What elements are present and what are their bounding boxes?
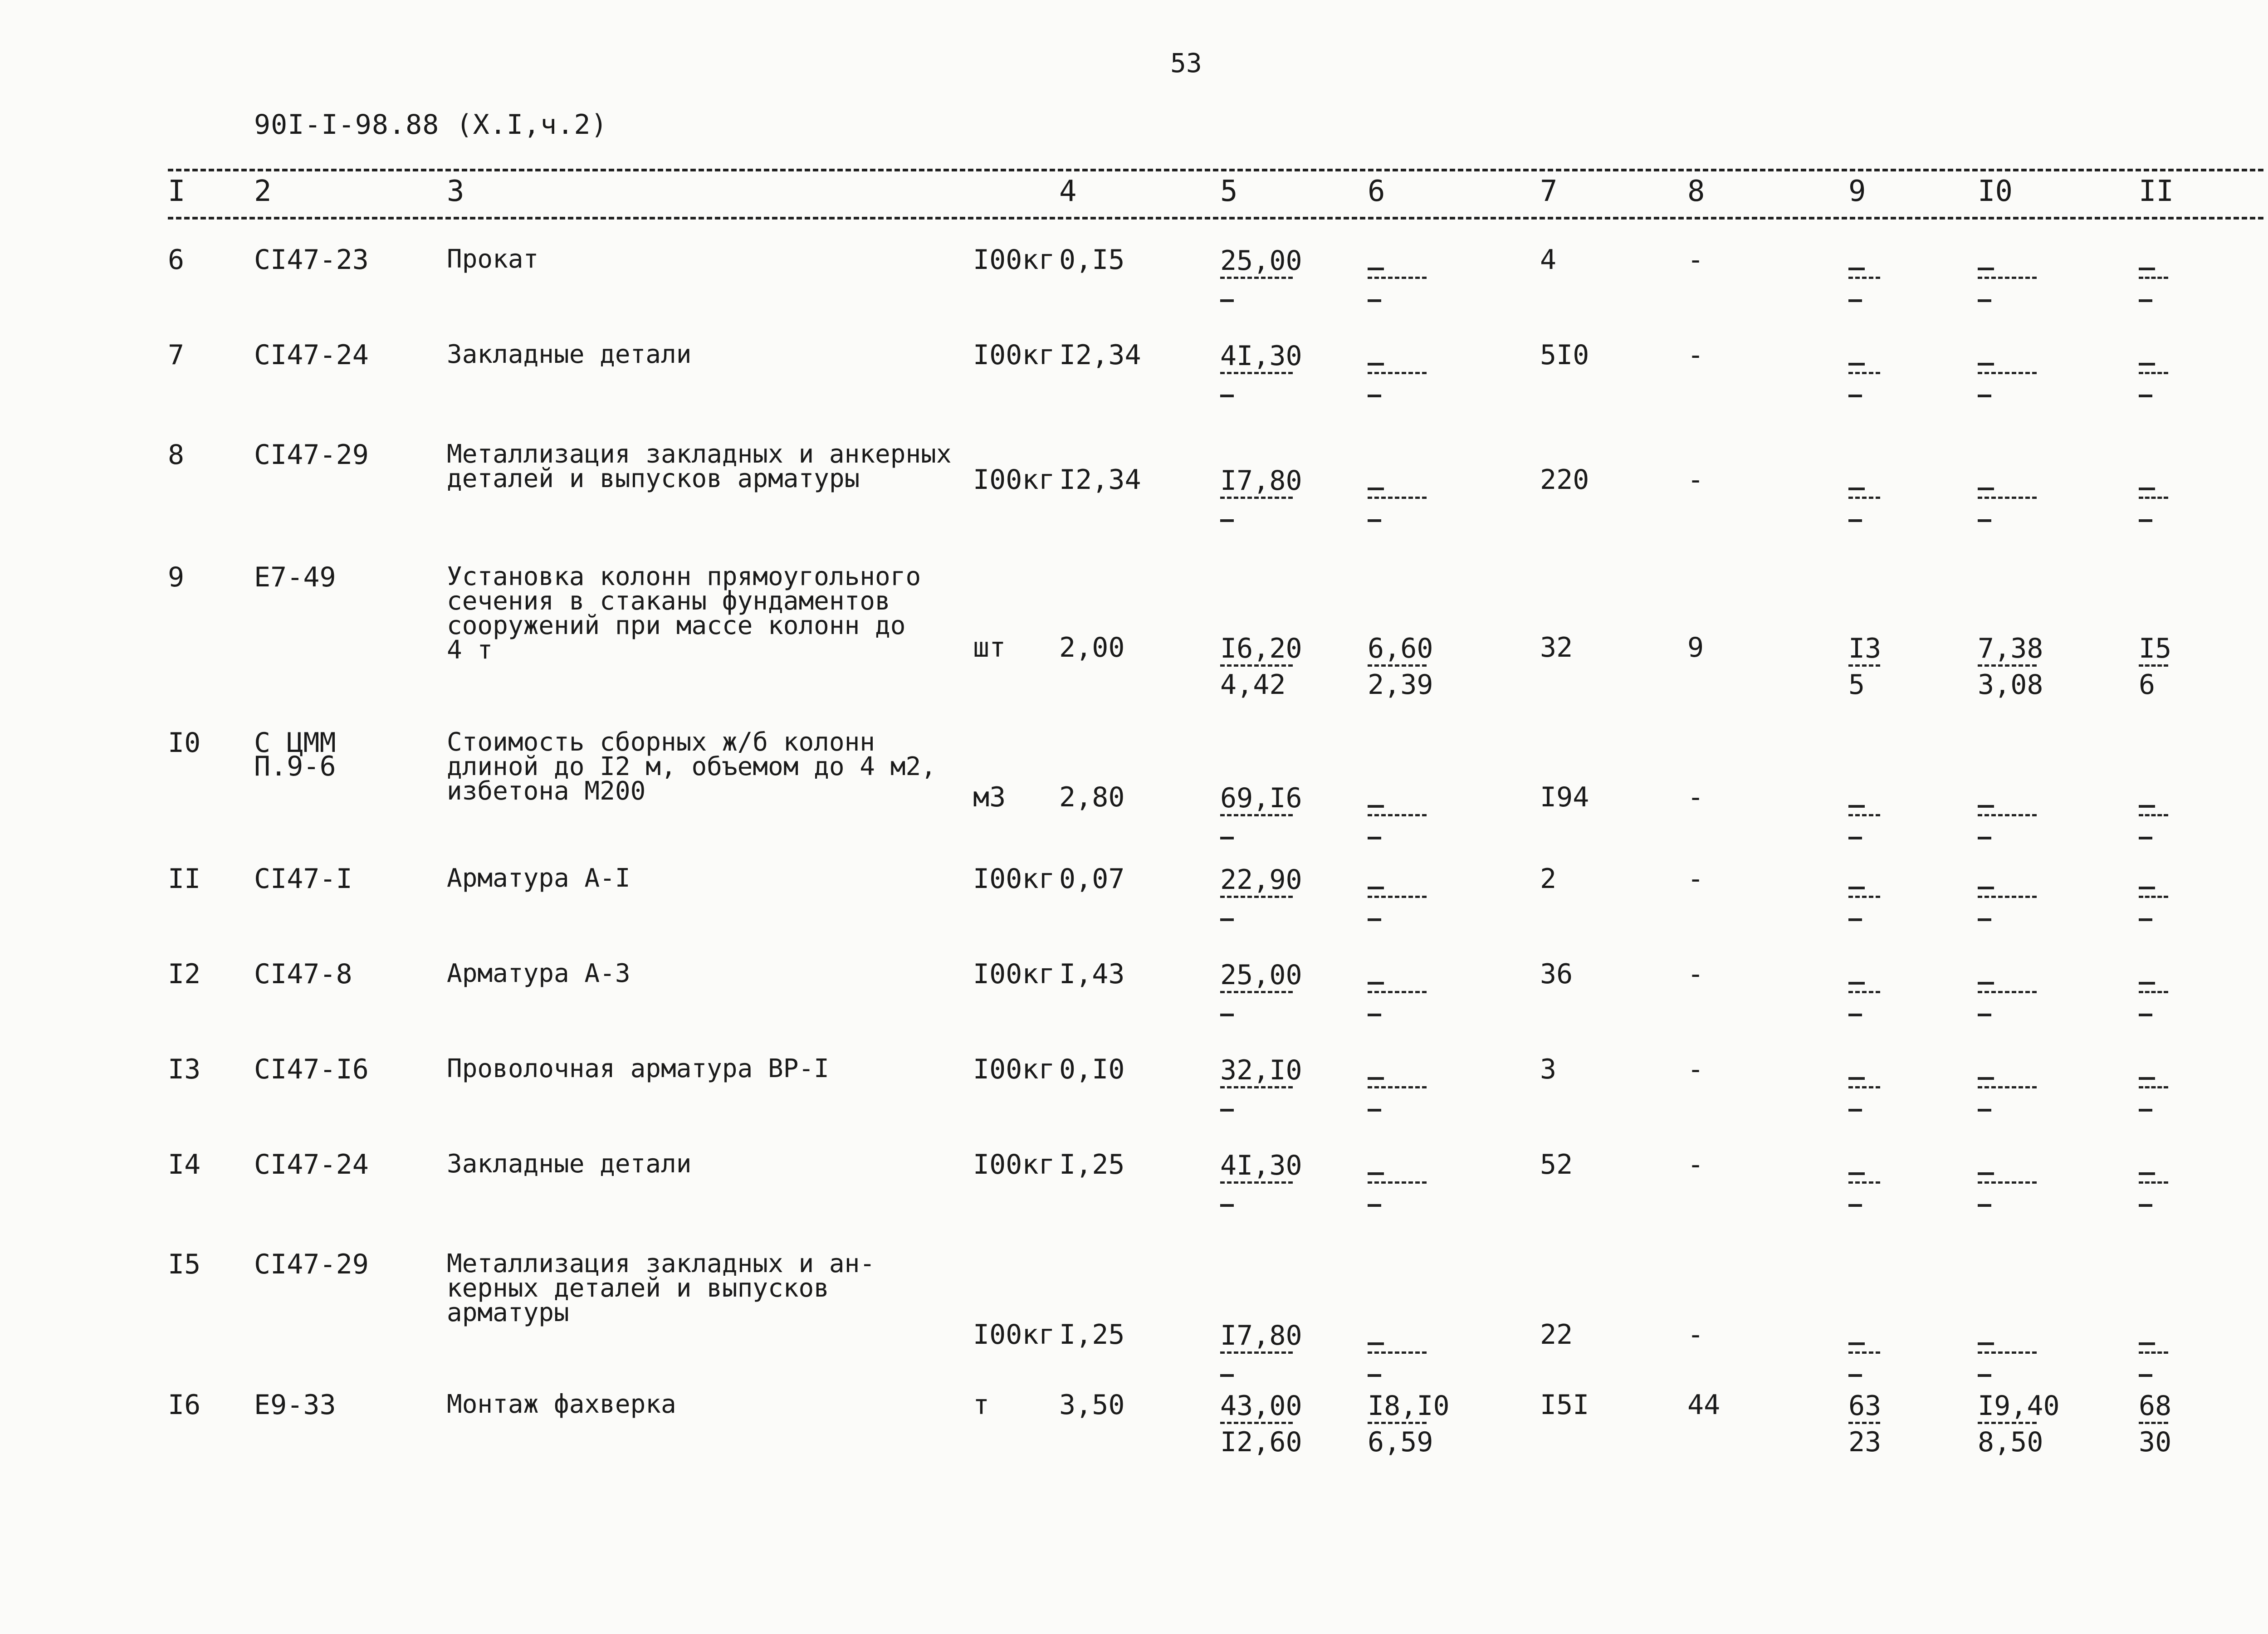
column-header: 6 [1368, 175, 1385, 208]
empty-mark [1978, 982, 1994, 985]
empty-mark [2139, 363, 2155, 366]
fraction-bar [1368, 814, 1427, 816]
work-description: Проволочная арматура ВР-I [447, 1054, 829, 1083]
fraction-bar [1368, 991, 1427, 993]
cell-value-top: I8,I0 [1368, 1390, 1450, 1422]
fraction-bar [1978, 372, 2037, 374]
empty-mark [1848, 519, 1862, 522]
quantity: I,25 [1059, 1149, 1125, 1180]
table-top-rule [168, 169, 2263, 171]
fraction-bar [1220, 896, 1293, 898]
fraction-bar [1848, 664, 1880, 667]
cell-value-top: I9,40 [1978, 1390, 2060, 1422]
fraction-bar [1848, 372, 1880, 374]
fraction-bar [1368, 664, 1427, 667]
empty-mark [2139, 1172, 2155, 1175]
unit: I00кг [973, 339, 1055, 371]
unit: шт [973, 632, 1006, 663]
fraction-bar [1848, 1181, 1880, 1184]
column-header: II [2139, 175, 2174, 208]
cell-value-top: 43,00 [1220, 1390, 1302, 1422]
empty-mark [1848, 837, 1862, 839]
fraction-bar [1220, 664, 1293, 667]
cell-value-bottom: 5 [1848, 669, 1865, 701]
row-number: I0 [168, 727, 201, 759]
empty-mark [1220, 1374, 1234, 1377]
empty-mark [1978, 268, 1994, 270]
empty-mark [2139, 918, 2152, 921]
empty-mark [1848, 982, 1865, 985]
cell-value-top: 4I,30 [1220, 340, 1302, 372]
cell-value-bottom: 6,59 [1368, 1426, 1433, 1458]
work-description: Закладные детали [447, 340, 692, 369]
row-number: I5 [168, 1249, 201, 1280]
document-code: 90I-I-98.88 (X.I,ч.2) [254, 109, 608, 141]
unit: I00кг [973, 1319, 1055, 1351]
cell-value-bottom: 6 [2139, 669, 2156, 701]
col7-value: I94 [1540, 781, 1589, 813]
empty-mark [1368, 1109, 1381, 1112]
column-header: 4 [1059, 175, 1077, 208]
col7-value: 36 [1540, 958, 1573, 990]
work-description: Металлизация закладных и анкерных [447, 439, 952, 469]
row-number: I4 [168, 1149, 201, 1180]
fraction-bar [2139, 372, 2168, 374]
empty-mark [2139, 1342, 2155, 1345]
empty-mark [1368, 268, 1384, 270]
empty-mark [1978, 395, 1991, 397]
fraction-bar [1220, 1422, 1293, 1424]
empty-mark [1848, 363, 1865, 366]
empty-mark [2139, 519, 2152, 522]
work-description: Металлизация закладных и ан- [447, 1249, 875, 1278]
cell-value-top: 22,90 [1220, 864, 1302, 896]
col7-value: 220 [1540, 464, 1589, 496]
empty-mark [1368, 519, 1381, 522]
empty-mark [1848, 395, 1862, 397]
row-number: I6 [168, 1389, 201, 1421]
col8-value: - [1687, 1319, 1704, 1351]
quantity: 3,50 [1059, 1389, 1125, 1421]
row-number: 6 [168, 244, 185, 276]
fraction-bar [1848, 814, 1880, 816]
empty-mark [1848, 1204, 1862, 1207]
empty-mark [1978, 1014, 1991, 1016]
empty-mark [1220, 1109, 1234, 1112]
fraction-bar [1978, 1351, 2037, 1354]
col8-value: - [1687, 1054, 1704, 1085]
fraction-bar [1848, 1422, 1880, 1424]
empty-mark [2139, 805, 2155, 808]
col7-value: 4 [1540, 244, 1557, 276]
cell-value-top: 69,I6 [1220, 782, 1302, 814]
col7-value: 2 [1540, 863, 1557, 895]
fraction-bar [1848, 1351, 1880, 1354]
column-header: 9 [1848, 175, 1866, 208]
empty-mark [1848, 1374, 1862, 1377]
fraction-bar [1978, 664, 2037, 667]
empty-mark [1978, 1342, 1994, 1345]
fraction-bar [2139, 1181, 2168, 1184]
empty-mark [1848, 299, 1862, 302]
fraction-bar [1848, 896, 1880, 898]
col8-value: - [1687, 958, 1704, 990]
fraction-bar [1220, 814, 1293, 816]
empty-mark [1368, 1077, 1384, 1080]
cell-value-top: 25,00 [1220, 959, 1302, 991]
rate-code: С ЦММ [254, 727, 336, 759]
work-description: арматуры [447, 1298, 569, 1327]
cell-value-top: I7,80 [1220, 1320, 1302, 1351]
empty-mark [1978, 1077, 1994, 1080]
fraction-bar [1368, 1422, 1427, 1424]
empty-mark [1220, 299, 1234, 302]
col8-value: 44 [1687, 1389, 1721, 1421]
cell-value-bottom: I2,60 [1220, 1426, 1302, 1458]
rate-code: CI47-8 [254, 958, 352, 990]
empty-mark [1368, 395, 1381, 397]
fraction-bar [1220, 1181, 1293, 1184]
empty-mark [1368, 1374, 1381, 1377]
fraction-bar [1978, 814, 2037, 816]
empty-mark [1978, 837, 1991, 839]
column-header: I0 [1978, 175, 2013, 208]
col8-value: - [1687, 781, 1704, 813]
col7-value: 5I0 [1540, 339, 1589, 371]
rate-code: E7-49 [254, 561, 336, 593]
empty-mark [1978, 299, 1991, 302]
column-header: 8 [1687, 175, 1705, 208]
empty-mark [1848, 1172, 1865, 1175]
col7-value: I5I [1540, 1389, 1589, 1421]
empty-mark [2139, 395, 2152, 397]
quantity: 2,80 [1059, 781, 1125, 813]
cell-value-top: 68 [2139, 1390, 2172, 1422]
empty-mark [1368, 1342, 1384, 1345]
quantity: I,43 [1059, 958, 1125, 990]
empty-mark [1978, 363, 1994, 366]
quantity: 0,I0 [1059, 1054, 1125, 1085]
empty-mark [2139, 488, 2155, 490]
empty-mark [1978, 1374, 1991, 1377]
cell-value-top: I6,20 [1220, 633, 1302, 664]
work-description: Стоимость сборных ж/б колонн [447, 727, 875, 757]
empty-mark [1368, 805, 1384, 808]
cell-value-top: 32,I0 [1220, 1054, 1302, 1086]
cell-value-bottom: 3,08 [1978, 669, 2043, 701]
empty-mark [1848, 918, 1862, 921]
unit: I00кг [973, 958, 1055, 990]
empty-mark [2139, 1014, 2152, 1016]
empty-mark [2139, 982, 2155, 985]
fraction-bar [1220, 277, 1293, 279]
row-number: 9 [168, 561, 185, 593]
col7-value: 3 [1540, 1054, 1557, 1085]
empty-mark [2139, 299, 2152, 302]
cell-value-bottom: 23 [1848, 1426, 1882, 1458]
work-description: керных деталей и выпусков [447, 1273, 829, 1303]
empty-mark [1368, 1204, 1381, 1207]
empty-mark [1220, 1014, 1234, 1016]
fraction-bar [1978, 1086, 2037, 1088]
rate-code: CI47-I6 [254, 1054, 369, 1085]
empty-mark [1978, 488, 1994, 490]
col8-value: - [1687, 339, 1704, 371]
rate-code: E9-33 [254, 1389, 336, 1421]
quantity: 0,07 [1059, 863, 1125, 895]
rate-code: П.9-6 [254, 751, 336, 782]
fraction-bar [1978, 497, 2037, 499]
work-description: Установка колонн прямоугольного [447, 562, 921, 591]
work-description: деталей и выпусков арматуры [447, 464, 860, 493]
work-description: Арматура А-3 [447, 959, 631, 988]
empty-mark [1978, 1109, 1991, 1112]
fraction-bar [1978, 991, 2037, 993]
empty-mark [1848, 1342, 1865, 1345]
fraction-bar [2139, 277, 2168, 279]
work-description: Прокат [447, 244, 539, 274]
empty-mark [2139, 1204, 2152, 1207]
work-description: 4 т [447, 635, 493, 665]
unit: т [973, 1389, 990, 1421]
quantity: 0,I5 [1059, 244, 1125, 276]
work-description: Арматура А-I [447, 863, 631, 893]
row-number: I2 [168, 958, 201, 990]
rate-code: CI47-I [254, 863, 352, 895]
col8-value: - [1687, 464, 1704, 496]
column-header: 2 [254, 175, 272, 208]
empty-mark [1978, 887, 1994, 889]
column-header: 3 [447, 175, 464, 208]
row-number: II [168, 863, 201, 895]
col7-value: 52 [1540, 1149, 1573, 1180]
empty-mark [2139, 837, 2152, 839]
work-description: сечения в стаканы фундаментов [447, 586, 890, 616]
fraction-bar [2139, 1086, 2168, 1088]
fraction-bar [1220, 372, 1293, 374]
fraction-bar [1368, 1086, 1427, 1088]
empty-mark [2139, 1374, 2152, 1377]
empty-mark [1220, 519, 1234, 522]
fraction-bar [1368, 372, 1427, 374]
fraction-bar [1220, 1086, 1293, 1088]
empty-mark [1220, 918, 1234, 921]
fraction-bar [1848, 497, 1880, 499]
empty-mark [1848, 1077, 1865, 1080]
cell-value-bottom: 8,50 [1978, 1426, 2043, 1458]
cell-value-bottom: 30 [2139, 1426, 2172, 1458]
row-number: I3 [168, 1054, 201, 1085]
empty-mark [1368, 1172, 1384, 1175]
fraction-bar [1368, 896, 1427, 898]
column-header: 7 [1540, 175, 1558, 208]
fraction-bar [1220, 991, 1293, 993]
cell-value-bottom: 4,42 [1220, 669, 1286, 701]
work-description: Закладные детали [447, 1149, 692, 1179]
work-description: избетона М200 [447, 776, 646, 806]
cell-value-top: I7,80 [1220, 465, 1302, 497]
row-number: 8 [168, 439, 185, 471]
empty-mark [1368, 1014, 1381, 1016]
empty-mark [1848, 488, 1865, 490]
empty-mark [1368, 363, 1384, 366]
fraction-bar [2139, 664, 2168, 667]
fraction-bar [1848, 991, 1880, 993]
cell-value-top: I5 [2139, 633, 2172, 664]
cell-value-top: 4I,30 [1220, 1150, 1302, 1181]
empty-mark [1220, 837, 1234, 839]
empty-mark [2139, 268, 2155, 270]
cell-value-top: 63 [1848, 1390, 1882, 1422]
empty-mark [2139, 887, 2155, 889]
empty-mark [1848, 1109, 1862, 1112]
empty-mark [1368, 488, 1384, 490]
cell-value-top: 25,00 [1220, 245, 1302, 277]
empty-mark [1368, 918, 1381, 921]
empty-mark [1978, 1172, 1994, 1175]
row-number: 7 [168, 339, 185, 371]
empty-mark [1848, 887, 1865, 889]
fraction-bar [1368, 1181, 1427, 1184]
page-number: 53 [1170, 48, 1202, 78]
unit: м3 [973, 781, 1006, 813]
col8-value: - [1687, 863, 1704, 895]
unit: I00кг [973, 464, 1055, 496]
fraction-bar [2139, 1422, 2168, 1424]
fraction-bar [1220, 497, 1293, 499]
column-header: I [168, 175, 186, 208]
cell-value-top: 6,60 [1368, 633, 1433, 664]
empty-mark [1368, 299, 1381, 302]
empty-mark [1368, 982, 1384, 985]
fraction-bar [2139, 814, 2168, 816]
fraction-bar [1978, 1422, 2037, 1424]
rate-code: CI47-29 [254, 439, 369, 471]
col7-value: 22 [1540, 1319, 1573, 1351]
fraction-bar [1220, 1351, 1293, 1354]
empty-mark [1978, 805, 1994, 808]
unit: I00кг [973, 1054, 1055, 1085]
col8-value: 9 [1687, 632, 1704, 663]
empty-mark [1848, 268, 1865, 270]
column-header: 5 [1220, 175, 1238, 208]
fraction-bar [2139, 991, 2168, 993]
empty-mark [1368, 887, 1384, 889]
unit: I00кг [973, 863, 1055, 895]
work-description: Монтаж фахверка [447, 1390, 676, 1419]
quantity: I2,34 [1059, 464, 1141, 496]
fraction-bar [1368, 497, 1427, 499]
fraction-bar [1368, 1351, 1427, 1354]
work-description: длиной до I2 м, объемом до 4 м2, [447, 752, 936, 781]
fraction-bar [1848, 277, 1880, 279]
fraction-bar [2139, 896, 2168, 898]
fraction-bar [1978, 896, 2037, 898]
col7-value: 32 [1540, 632, 1573, 663]
rate-code: CI47-23 [254, 244, 369, 276]
fraction-bar [1848, 1086, 1880, 1088]
fraction-bar [1978, 1181, 2037, 1184]
cell-value-bottom: 2,39 [1368, 669, 1433, 701]
empty-mark [1368, 837, 1381, 839]
col8-value: - [1687, 1149, 1704, 1180]
empty-mark [2139, 1077, 2155, 1080]
fraction-bar [1978, 277, 2037, 279]
fraction-bar [2139, 1351, 2168, 1354]
empty-mark [1848, 1014, 1862, 1016]
work-description: сооружений при массе колонн до [447, 611, 906, 640]
table-header-rule [168, 217, 2263, 219]
unit: I00кг [973, 244, 1055, 276]
empty-mark [1220, 1204, 1234, 1207]
col8-value: - [1687, 244, 1704, 276]
quantity: 2,00 [1059, 632, 1125, 663]
cell-value-top: 7,38 [1978, 633, 2043, 664]
empty-mark [1978, 519, 1991, 522]
rate-code: CI47-24 [254, 1149, 369, 1180]
empty-mark [1978, 918, 1991, 921]
empty-mark [1220, 395, 1234, 397]
rate-code: CI47-24 [254, 339, 369, 371]
fraction-bar [1368, 277, 1427, 279]
empty-mark [1978, 1204, 1991, 1207]
quantity: I,25 [1059, 1319, 1125, 1351]
cell-value-top: I3 [1848, 633, 1882, 664]
quantity: I2,34 [1059, 339, 1141, 371]
empty-mark [1848, 805, 1865, 808]
rate-code: CI47-29 [254, 1249, 369, 1280]
unit: I00кг [973, 1149, 1055, 1180]
fraction-bar [2139, 497, 2168, 499]
empty-mark [2139, 1109, 2152, 1112]
